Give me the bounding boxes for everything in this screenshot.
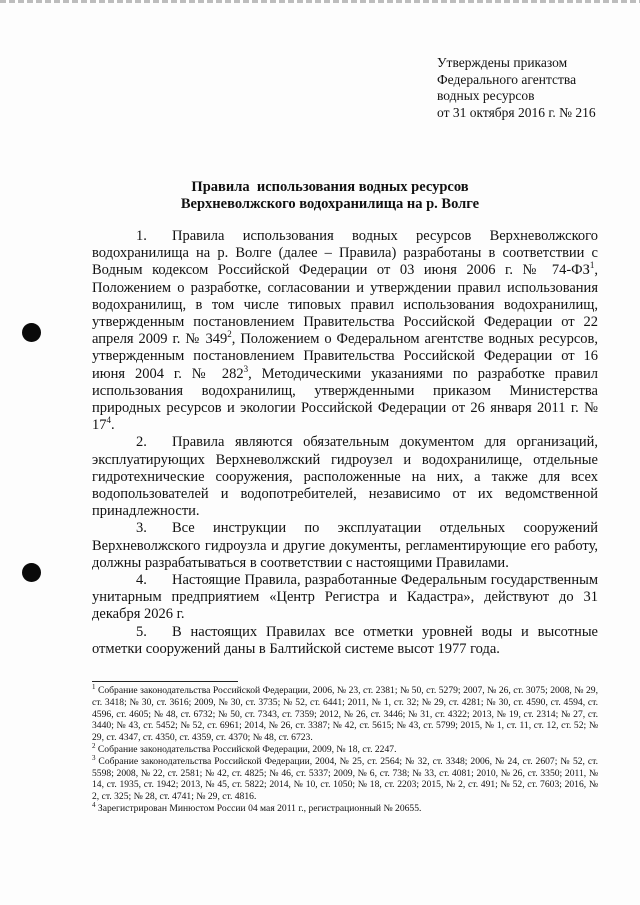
paragraph-5 <box>92 624 598 658</box>
paragraph-text: Правила являются обязательным документом для организаций, эксплуатирующих Верхневолжский гидроузел и водохранилище, отдельные гидротехнические сооружения, расположенные на них, а также для всех водопользователей и водопотребителей, независимо от их ведомственной принадлежности. <box>92 434 598 520</box>
paragraph-2 <box>92 434 598 520</box>
punch-hole-upper <box>22 323 41 342</box>
scan-top-edge <box>0 0 640 3</box>
paragraph-number: 1. <box>136 228 147 244</box>
footnote-mark: 3 <box>92 753 96 762</box>
paragraph-text: В настоящих Правилах все отметки уровней воды и высотные отметки сооружений даны в Балтийской системе высот 1977 года. <box>92 623 598 657</box>
paragraph-number: 4. <box>136 572 147 589</box>
paragraph-text: Все инструкции по эксплуатации отдельных сооружений Верхневолжского гидроузла и другие документы, регламентирующие его работу, должны разрабатываться в соответствии с настоящими Правилами. <box>92 520 598 571</box>
paragraph-text: . <box>111 417 115 434</box>
footnote-mark: 4 <box>92 800 96 809</box>
footnote-ref[interactable]: 4 <box>106 415 111 426</box>
paragraph-3 <box>92 520 598 572</box>
paragraph-text: , Методическими указаниями по разработке правил использования водохранилищ, утвержденными приказом Министерства природных ресурсов и экологии Российской Федерации от 26 января 2011 г. № 17 <box>92 365 598 434</box>
footnote-mark: 2 <box>92 741 96 750</box>
footnote-mark: 1 <box>92 683 96 691</box>
paragraph-text: , Положением о Федеральном агентстве водных ресурсов, утвержденным постановлением Правительства Российской Федерации от 16 июня 2004 г. № 282 <box>92 331 598 382</box>
approval-line: водных ресурсов <box>437 88 535 103</box>
paragraph-text: , Положением о разработке, согласовании и утверждении правил использования водохранилищ, в том числе типовых правил использования водохранилищ, утвержденным постановлением Правительства Российской Федерации от 22 апреля 2009 г. № 349 <box>92 262 598 348</box>
footnote-divider <box>92 681 238 682</box>
document-body <box>92 228 598 658</box>
title-line: Правила использования водных ресурсов <box>191 179 469 195</box>
footnote-item <box>92 741 598 756</box>
footnote-text: Собрание законодательства Российской Федерации, 2006, № 23, ст. 2381; № 50, ст. 5279; 2007, № 26, ст. 3075; 2008, № 29, ст. 3418; № 30, ст. 3616; 2009, № 30, ст. 3735; № 52, ст. 6441; 2011, № 1, ст. 32; № 29, ст. 4281; № 30, ст. 4590, ст. 4594, ст. 4596, ст. 4605; № 48, ст. 6732; № 50, ст. 7343, ст. 7359; 2012, № 26, ст. 3446; № 31, ст. 4322; 2013, № 19, ст. 2314; № 27, ст. 3440; № 43, ст. 5452; № 52, ст. 6961; 2014, № 26, ст. 3387; № 42, ст. 5615; № 43, ст. 5799; 2015, № 1, ст. 11, ст. 12, ст. 52; № 29, ст. 4347, ст. 4350, ст. 4359, ст. 4370; № 48, ст. 6723. <box>92 685 598 744</box>
approval-line: от 31 октября 2016 г. № 216 <box>437 104 596 120</box>
footnote-text: Собрание законодательства Российской Федерации, 2004, № 25, ст. 2564; № 32, ст. 3348; 2006, № 24, ст. 2607; № 52, ст. 5598; 2008, № 22, ст. 2581; № 42, ст. 4825; № 46, ст. 5337; 2009, № 6, ст. 738; № 33, ст. 4081; 2010, № 26, ст. 3350; 2011, № 14, ст. 1935, ст. 1942; 2013, № 45, ст. 5822; 2014, № 10, ст. 1050; № 18, ст. 2203; 2015, № 2, ст. 491; № 52, ст. 7603; 2016, № 2, ст. 325; № 28, ст. 4741; № 29, ст. 4816. <box>92 755 598 803</box>
footnote-ref[interactable]: 2 <box>227 329 232 340</box>
footnote-item <box>92 753 598 803</box>
footnote-item <box>92 800 598 815</box>
footnote-text: Собрание законодательства Российской Федерации, 2009, № 18, ст. 2247. <box>95 743 397 755</box>
document-title <box>60 179 600 213</box>
approval-line: Федерального агентства <box>437 71 577 87</box>
footnote-item <box>92 685 598 744</box>
approval-line: Утверждены приказом <box>437 55 568 70</box>
paragraph-text: Настоящие Правила, разработанные Федеральным государственным унитарным предприятием «Центр Регистра и Кадастра», действуют до 31 декабря 2026 г. <box>92 572 598 623</box>
title-line: Верхневолжского водохранилища на р. Волге <box>180 196 480 212</box>
punch-hole-lower <box>22 563 41 582</box>
footnote-text: Зарегистрирован Минюстом России 04 мая 2011 г., регистрационный № 20655. <box>95 802 422 814</box>
paragraph-1 <box>92 228 598 434</box>
paragraph-number: 3. <box>136 520 147 537</box>
paragraph-number: 5. <box>136 623 147 640</box>
paragraph-4 <box>92 572 598 624</box>
footnotes-section <box>92 685 598 815</box>
footnote-ref[interactable]: 3 <box>243 363 249 374</box>
paragraph-text: Правила использования водных ресурсов Верхневолжского водохранилища на р. Волге (далее – Правила) разработаны в соответствии с Водным кодексом Российской Федерации от 03 июня 2006 г. № 74-ФЗ <box>92 228 598 279</box>
approval-stamp <box>437 55 627 121</box>
footnote-ref[interactable]: 1 <box>589 260 595 271</box>
paragraph-number: 2. <box>136 434 147 451</box>
